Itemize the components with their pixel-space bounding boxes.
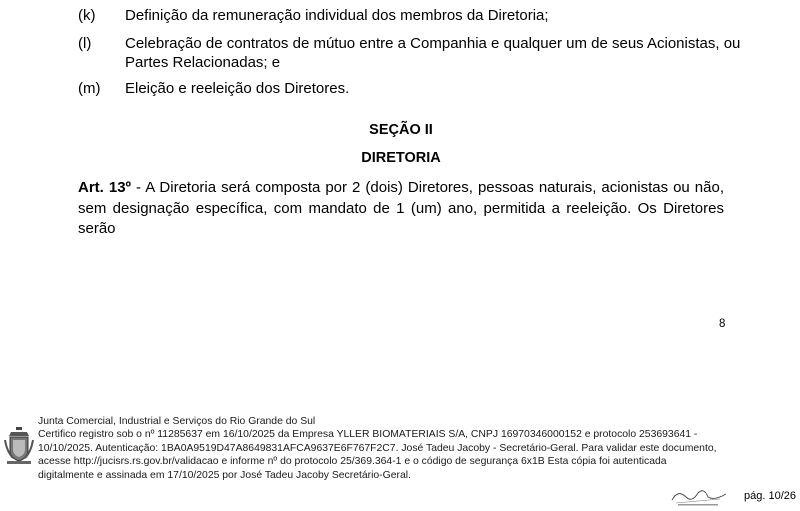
item-marker: (l)	[78, 35, 92, 52]
article-label: Art. 13º	[78, 179, 132, 196]
footer-line: acesse http://jucisrs.rs.gov.br/validacao e informe nº do protocolo 25/369.364-1 e o código de segurança 6x1B Esta cópia foi autenticada	[38, 456, 667, 468]
page-indicator: pág. 10/26	[744, 490, 796, 502]
item-text: Celebração de contratos de mútuo entre a Companhia e qualquer um de seus Acionistas, ou Partes Relacionadas; e	[125, 35, 741, 71]
registry-certification	[38, 415, 800, 482]
item-text: Eleição e reeleição dos Diretores.	[125, 80, 350, 97]
footer-line: 10/10/2025. Autenticação: 1BA0A9519D47A8649831AFCA9637E6F767F2C7. José Tadeu Jacoby - Secretário-Geral. Para validar este documento,	[38, 442, 717, 454]
footer-line: digitalmente e assinada em 17/10/2025 por José Tadeu Jacoby Secretário-Geral.	[38, 469, 411, 481]
article-text: - A Diretoria será composta por 2 (dois) Diretores, pessoas naturais, acionistas ou não, sem designação específica, com mandato de 1 (um) ano, permitida a reeleição. Os Diretores serão	[78, 179, 724, 237]
document-page-number: 8	[719, 318, 726, 330]
item-marker: (k)	[78, 7, 96, 24]
footer-line: Certifico registro sob o nº 11285637 em 16/10/2025 da Empresa YLLER BIOMATERIAIS S/A, CNPJ 16970346000152 e protocolo 253693641 -	[38, 429, 698, 441]
signature-mark	[668, 485, 730, 507]
item-marker: (m)	[78, 80, 101, 97]
article-paragraph	[78, 178, 724, 240]
state-crest-icon	[3, 426, 35, 466]
section-title: DIRETORIA	[361, 150, 441, 166]
section-number: SEÇÃO II	[369, 122, 433, 138]
item-text: Definição da remuneração individual dos membros da Diretoria;	[125, 7, 549, 24]
footer-line: Junta Comercial, Industrial e Serviços do Rio Grande do Sul	[38, 416, 316, 427]
